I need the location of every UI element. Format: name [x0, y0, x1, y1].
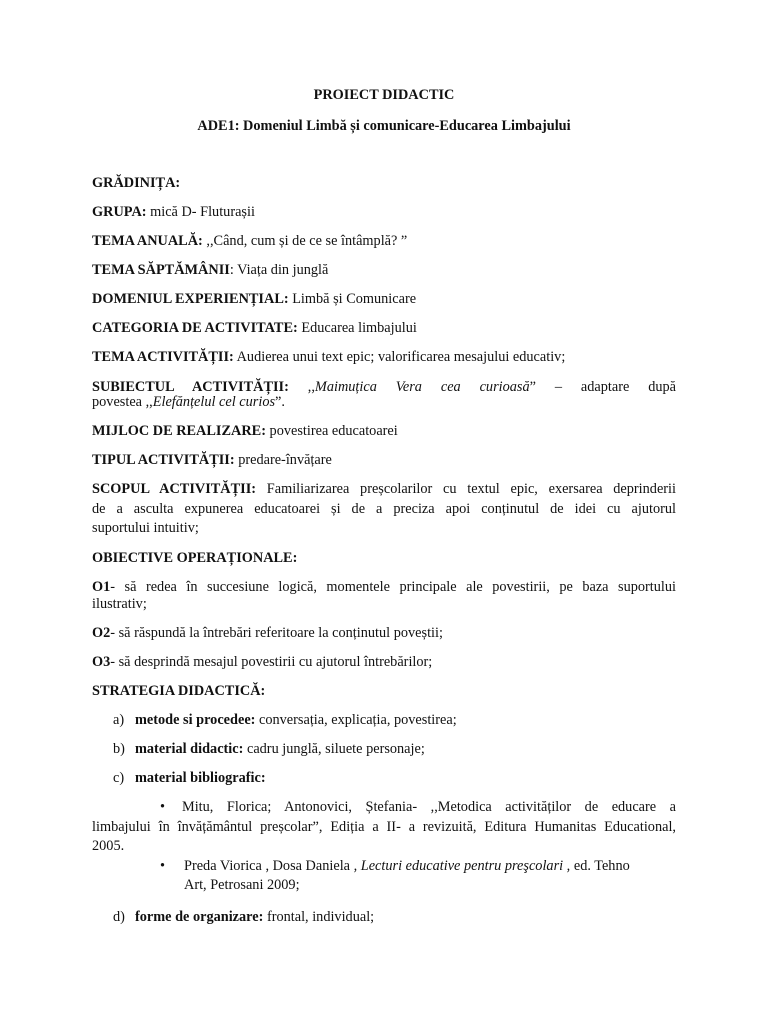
- subiect-line-2: povestea ,,Elefănțelul cel curios”.: [92, 394, 285, 410]
- bullet-icon: •: [160, 858, 166, 874]
- objective-o1-line-2: ilustrativ;: [92, 596, 147, 612]
- item-label: material didactic:: [135, 741, 244, 757]
- field-value: Limbă și Comunicare: [292, 291, 417, 307]
- field-value: : Viața din junglă: [229, 262, 329, 278]
- objective-label: O1: [92, 579, 111, 595]
- scopul-label: SCOPUL ACTIVITĂȚII:: [92, 481, 257, 497]
- list-marker: a): [113, 712, 125, 728]
- field-domeniul-experiential: [92, 289, 676, 309]
- strategy-item-a: [92, 710, 676, 730]
- field-label: MIJLOC DE REALIZARE:: [92, 423, 266, 439]
- objective-label: O2: [92, 625, 111, 641]
- field-label: TIPUL ACTIVITĂȚII:: [92, 452, 235, 468]
- list-marker: c): [113, 770, 125, 786]
- bibliography-item-1-line-1: • Mitu, Florica; Antonovici, Ștefania- ,,Metodica activităților de educare a: [160, 799, 676, 815]
- field-tema-saptamanii: [92, 260, 676, 280]
- scopul-line-2: de a asculta expunerea educatoarei și de a preciza apoi conținutul de idei cu ajutorul: [92, 501, 676, 517]
- field-categoria: [92, 318, 676, 338]
- field-label: DOMENIUL EXPERIENȚIAL:: [92, 291, 289, 307]
- field-value: povestirea educatoarei: [269, 423, 398, 439]
- item-value: conversația, explicația, povestirea;: [259, 712, 457, 728]
- item-value: frontal, individual;: [266, 909, 375, 925]
- document-subtitle: ADE1: Domeniul Limbă și comunicare-Educarea Limbajului: [197, 118, 571, 134]
- field-value: ,,Când, cum și de ce se întâmplă? ”: [206, 233, 408, 249]
- field-gradinita: [92, 173, 676, 193]
- field-label: TEMA ANUALĂ:: [92, 233, 203, 249]
- field-label: CATEGORIA DE ACTIVITATE:: [92, 320, 298, 336]
- strategy-item-b: [92, 739, 676, 759]
- list-marker: d): [113, 909, 125, 925]
- field-tema-anuala: [92, 231, 676, 251]
- field-mijloc: [92, 421, 676, 441]
- bibliography-item-2-line-1: • Preda Viorica , Dosa Daniela , Lecturi educative pentru preşcolari , ed. Tehno: [160, 858, 630, 874]
- document-title: PROIECT DIDACTIC: [313, 87, 455, 103]
- strategy-item-d: [92, 907, 676, 927]
- obiective-heading: OBIECTIVE OPERAȚIONALE:: [92, 550, 298, 566]
- scopul-line-3: suportului intuitiv;: [92, 520, 199, 536]
- bullet-icon: •: [160, 799, 166, 815]
- strategia-heading: STRATEGIA DIDACTICĂ:: [92, 683, 266, 699]
- bibliography-item-1-line-3: 2005.: [92, 838, 125, 854]
- field-value: predare-învățare: [238, 452, 332, 468]
- bibliography-item-1-line-2: limbajului în învățământul preșcolar”, Ediția a II- a revizuită, Editura Humanitas Educational,: [92, 819, 676, 835]
- book-title: , Lecturi educative pentru preşcolari ,: [353, 858, 571, 874]
- field-tipul: [92, 450, 676, 470]
- field-label: GRĂDINIȚA:: [92, 175, 181, 191]
- field-label: GRUPA:: [92, 204, 147, 220]
- subiect-line-1: SUBIECTUL ACTIVITĂȚII: ,,Maimuțica Vera cea curioasă” – adaptare după: [92, 379, 676, 395]
- list-marker: b): [113, 741, 125, 757]
- objective-o1-line-1: O1- să redea în succesiune logică, momentele principale ale povestirii, pe baza suportului: [92, 579, 676, 595]
- objective-label: O3: [92, 654, 111, 670]
- field-grupa: [92, 202, 676, 222]
- scopul-line-1: SCOPUL ACTIVITĂȚII: Familiarizarea preșcolarilor cu textul epic, exersarea deprinderii: [92, 481, 676, 497]
- field-tema-activitatii: [92, 347, 676, 367]
- field-label: TEMA SĂPTĂMÂNII: [92, 262, 230, 278]
- item-value: cadru junglă, siluete personaje;: [246, 741, 425, 757]
- item-label: material bibliografic:: [135, 770, 266, 786]
- objective-o3: O3- să desprindă mesajul povestirii cu ajutorul întrebărilor;: [92, 654, 433, 670]
- field-value: mică D- Fluturașii: [150, 204, 255, 220]
- story-title: Maimuțica Vera cea curioasă: [314, 379, 530, 395]
- item-label: metode si procedee:: [135, 712, 256, 728]
- subiect-label: SUBIECTUL ACTIVITĂȚII:: [92, 379, 289, 395]
- source-story-title: Elefănțelul cel curios: [152, 394, 276, 410]
- field-value: Educarea limbajului: [301, 320, 417, 336]
- strategy-item-c: [92, 768, 676, 788]
- item-label: forme de organizare:: [135, 909, 264, 925]
- field-value: Audierea unui text epic; valorificarea mesajului educativ;: [236, 349, 566, 365]
- bibliography-item-2-line-2: Art, Petrosani 2009;: [184, 877, 300, 893]
- objective-o2: O2- să răspundă la întrebări referitoare la conținutul poveștii;: [92, 625, 443, 641]
- field-label: TEMA ACTIVITĂȚII:: [92, 349, 234, 365]
